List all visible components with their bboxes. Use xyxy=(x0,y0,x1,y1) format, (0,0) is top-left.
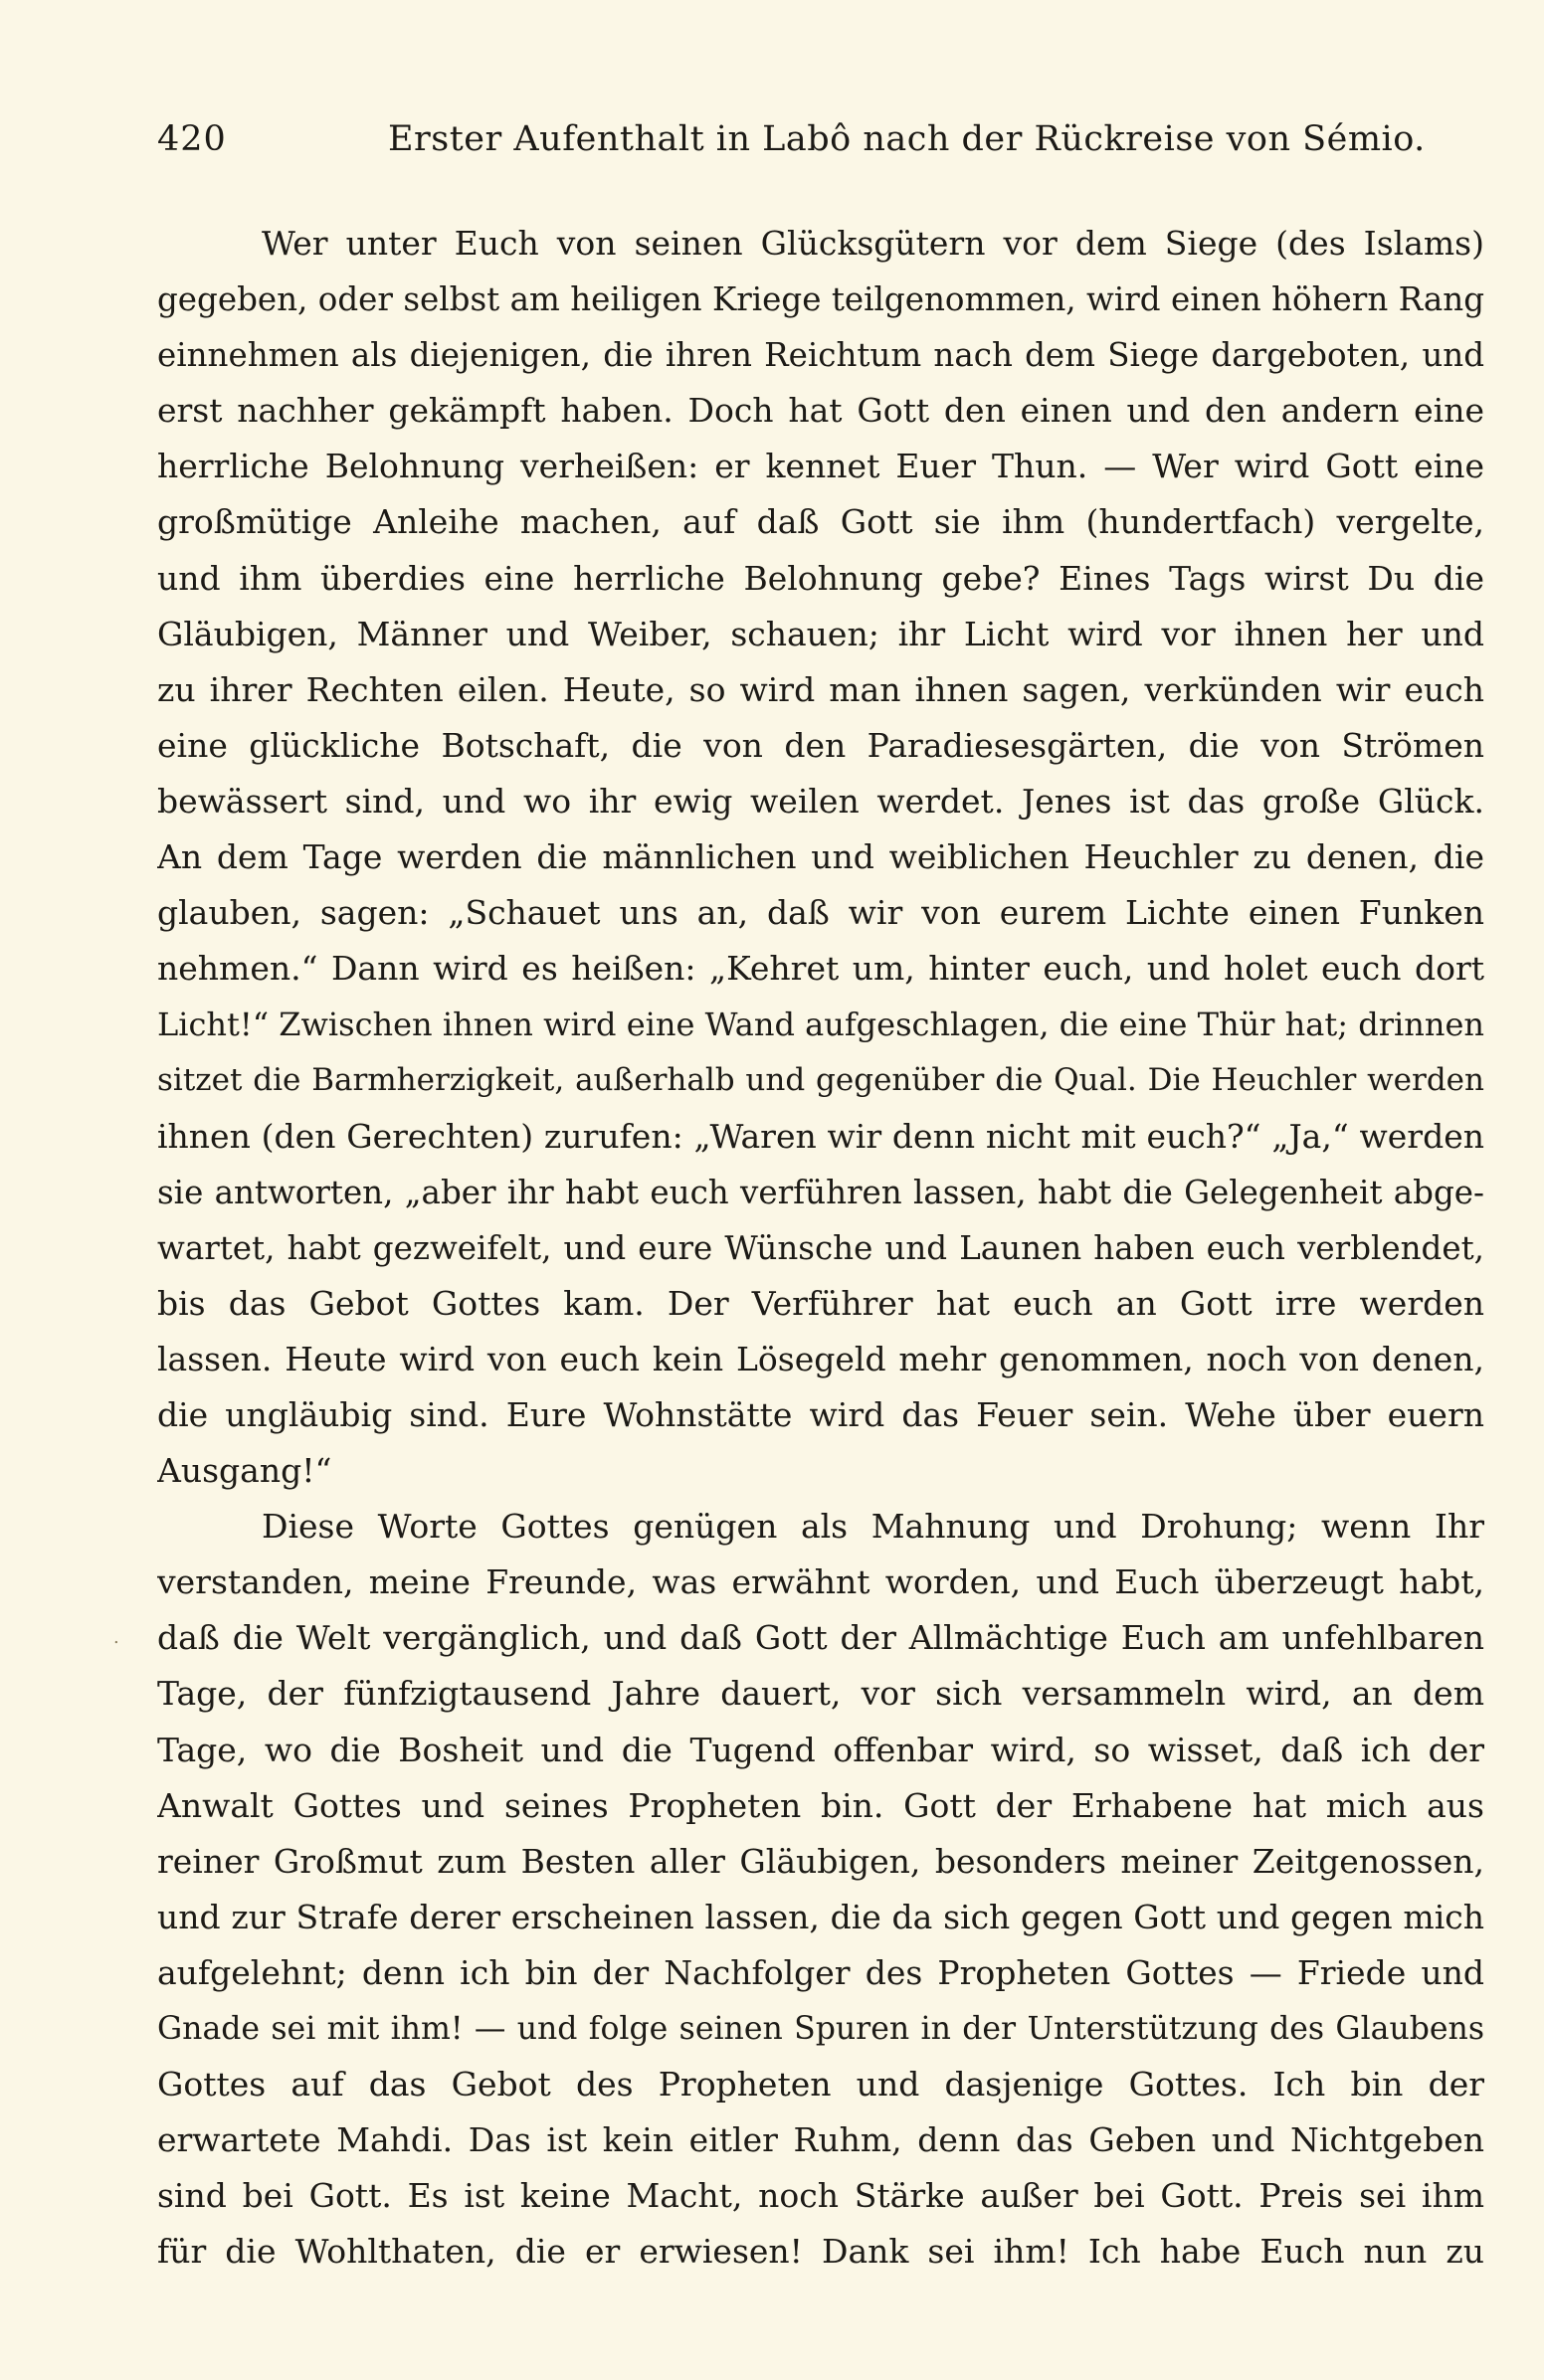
text-line: wartet, habt gezweifelt, und eure Wünsche und Launen haben euch verblendet, xyxy=(157,1228,1484,1267)
text-line: zu ihrer Rechten eilen. Heute, so wird man ihnen sagen, verkünden wir euch xyxy=(157,669,1484,709)
text-line: großmütige Anleihe machen, auf daß Gott sie ihm (hundertfach) vergelte, xyxy=(157,502,1484,542)
page-number: 420 xyxy=(157,119,227,159)
text-line: reiner Großmut zum Besten aller Gläubigen, besonders meiner Zeitgenossen, xyxy=(157,1841,1484,1881)
text-line: Tage, wo die Bosheit und die Tugend offenbar wird, so wisset, daß ich der xyxy=(157,1730,1484,1769)
text-line: Ausgang!“ xyxy=(157,1451,332,1491)
text-line: sie antworten, „aber ihr habt euch verführen lassen, habt die Gelegenheit abge- xyxy=(157,1173,1484,1211)
text-line: ihnen (den Gerechten) zurufen: „Waren wir denn nicht mit euch?“ „Ja,“ werden xyxy=(157,1116,1484,1156)
text-line: Diese Worte Gottes genügen als Mahnung und Drohung; wenn Ihr xyxy=(262,1507,1484,1547)
text-line: bis das Gebot Gottes kam. Der Verführer hat euch an Gott irre werden xyxy=(157,1283,1484,1323)
text-line: nehmen.“ Dann wird es heißen: „Kehret um, hinter euch, und holet euch dort xyxy=(157,949,1484,989)
text-line: sind bei Gott. Es ist keine Macht, noch Stärke außer bei Gott. Preis sei ihm xyxy=(157,2176,1484,2216)
text-line: und zur Strafe derer erscheinen lassen, die da sich gegen Gott und gegen mich xyxy=(157,1897,1484,1936)
text-line: Licht!“ Zwischen ihnen wird eine Wand aufgeschlagen, die eine Thür hat; drinnen xyxy=(157,1006,1484,1044)
text-line: erst nachher gekämpft haben. Doch hat Gott den einen und den andern eine xyxy=(157,391,1484,431)
text-line: für die Wohlthaten, die er erwiesen! Dank sei ihm! Ich habe Euch nun zu xyxy=(157,2232,1484,2272)
text-line: lassen. Heute wird von euch kein Lösegeld mehr genommen, noch von denen, xyxy=(157,1339,1484,1378)
text-line: sitzet die Barmherzigkeit, außerhalb und gegenüber die Qual. Die Heuchler werden xyxy=(157,1062,1484,1099)
book-page xyxy=(157,109,1484,2272)
text-line: Wer unter Euch von seinen Glücksgütern vor dem Siege (des Islams) xyxy=(262,224,1484,263)
text-line: herrliche Belohnung verheißen: er kennet Euer Thun. — Wer wird Gott eine xyxy=(157,447,1484,486)
text-line: Tage, der fünfzigtausend Jahre dauert, vor sich versammeln wird, an dem xyxy=(157,1674,1484,1714)
text-line: eine glückliche Botschaft, die von den Paradiesesgärten, die von Strömen xyxy=(157,725,1484,765)
page-header xyxy=(157,109,1484,169)
body-text xyxy=(157,216,1484,2280)
text-line: Anwalt Gottes und seines Propheten bin. Gott der Erhabene hat mich aus xyxy=(157,1785,1484,1825)
text-line: erwartete Mahdi. Das ist kein eitler Ruhm, denn das Geben und Nichtgeben xyxy=(157,2120,1484,2160)
running-head: Erster Aufenthalt in Labô nach der Rückreise von Sémio. xyxy=(388,119,1426,159)
text-line: Gottes auf das Gebot des Propheten und dasjenige Gottes. Ich bin der xyxy=(157,2065,1484,2105)
text-line: verstanden, meine Freunde, was erwähnt worden, und Euch überzeugt habt, xyxy=(157,1562,1484,1602)
text-line: bewässert sind, und wo ihr ewig weilen werdet. Jenes ist das große Glück. xyxy=(157,781,1484,821)
text-line: daß die Welt vergänglich, und daß Gott der Allmächtige Euch am unfehlbaren xyxy=(157,1618,1484,1658)
margin-mark: . xyxy=(113,1627,119,1648)
text-line: Gnade sei mit ihm! — und folge seinen Spuren in der Unterstützung des Glaubens xyxy=(157,2011,1484,2047)
text-line: die ungläubig sind. Eure Wohnstätte wird das Feuer sein. Wehe über euern xyxy=(157,1394,1484,1434)
text-line: Gläubigen, Männer und Weiber, schauen; ihr Licht wird vor ihnen her und xyxy=(157,614,1484,653)
text-line: glauben, sagen: „Schauet uns an, daß wir von eurem Lichte einen Funken xyxy=(157,893,1484,933)
text-line: gegeben, oder selbst am heiligen Kriege teilgenommen, wird einen höhern Rang xyxy=(157,280,1484,319)
text-line: An dem Tage werden die männlichen und weiblichen Heuchler zu denen, die xyxy=(157,837,1484,877)
text-line: aufgelehnt; denn ich bin der Nachfolger des Propheten Gottes — Friede und xyxy=(157,1952,1484,1992)
text-line: einnehmen als diejenigen, die ihren Reichtum nach dem Siege dargeboten, und xyxy=(157,336,1484,375)
text-line: und ihm überdies eine herrliche Belohnung gebe? Eines Tags wirst Du die xyxy=(157,558,1484,598)
